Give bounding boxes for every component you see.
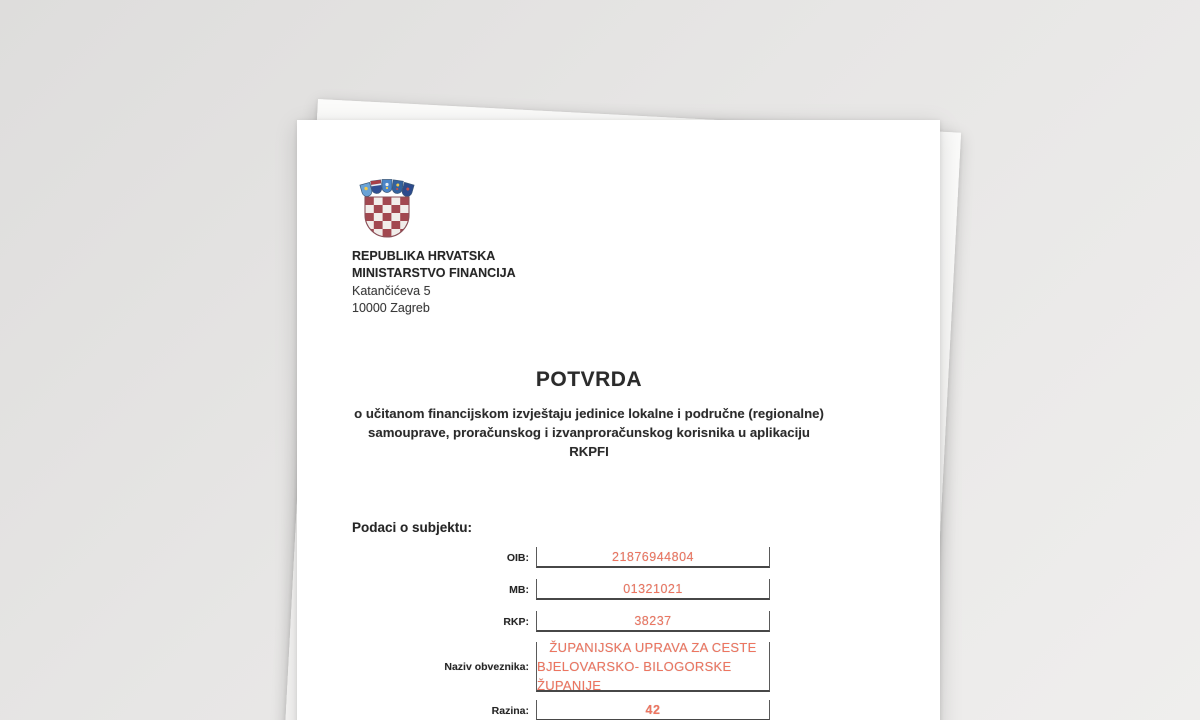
field-value-naziv-line-2: BJELOVARSKO- BILOGORSKE ŽUPANIJE bbox=[537, 658, 732, 693]
field-row-naziv-obveznika bbox=[297, 639, 797, 693]
letterhead bbox=[352, 248, 516, 317]
field-row-rkp bbox=[297, 611, 797, 632]
field-value-razina: 42 bbox=[645, 702, 661, 717]
coat-of-arms-crown bbox=[360, 180, 414, 198]
letterhead-ministry: MINISTARSTVO FINANCIJA bbox=[352, 266, 516, 281]
section-heading-podaci-o-subjektu: Podaci o subjektu: bbox=[352, 520, 473, 535]
document-header bbox=[297, 368, 881, 461]
document-page bbox=[297, 120, 940, 720]
field-label-mb: MB: bbox=[509, 583, 529, 596]
document-subtitle bbox=[297, 404, 881, 461]
field-value-mb: 01321021 bbox=[623, 581, 683, 596]
field-value-rkp: 38237 bbox=[634, 613, 672, 628]
field-value-naziv-line-1: ŽUPANIJSKA UPRAVA ZA CESTE bbox=[549, 639, 757, 655]
subtitle-line-1: o učitanom financijskom izvještaju jedinice lokalne i područne (regionalne) bbox=[354, 406, 824, 421]
field-box-oib bbox=[536, 547, 770, 568]
field-value-oib: 21876944804 bbox=[612, 549, 694, 564]
letterhead-country: REPUBLIKA HRVATSKA bbox=[352, 249, 496, 263]
field-row-mb bbox=[297, 579, 797, 600]
field-label-oib: OIB: bbox=[506, 551, 529, 564]
croatia-coat-of-arms-icon bbox=[359, 177, 415, 241]
letterhead-city: 10000 Zagreb bbox=[352, 300, 430, 315]
field-row-razina bbox=[297, 700, 797, 720]
field-box-naziv-obveznika bbox=[536, 639, 770, 693]
subject-fields bbox=[297, 547, 797, 720]
letterhead-street: Katančićeva 5 bbox=[352, 283, 431, 298]
field-label-naziv-obveznika: Naziv obveznika: bbox=[444, 661, 529, 673]
field-label-rkp: RKP: bbox=[503, 615, 529, 628]
field-box-mb bbox=[536, 579, 770, 600]
document-title: POTVRDA bbox=[535, 368, 643, 391]
subtitle-line-3: RKPFI bbox=[569, 444, 609, 459]
subtitle-line-2: samouprave, proračunskog i izvanproračunskog korisnika u aplikaciju bbox=[368, 425, 810, 440]
field-row-oib bbox=[297, 547, 797, 568]
field-label-razina: Razina: bbox=[491, 704, 529, 717]
coat-of-arms-shield bbox=[365, 197, 409, 237]
field-box-razina bbox=[536, 700, 770, 720]
field-box-rkp bbox=[536, 611, 770, 632]
